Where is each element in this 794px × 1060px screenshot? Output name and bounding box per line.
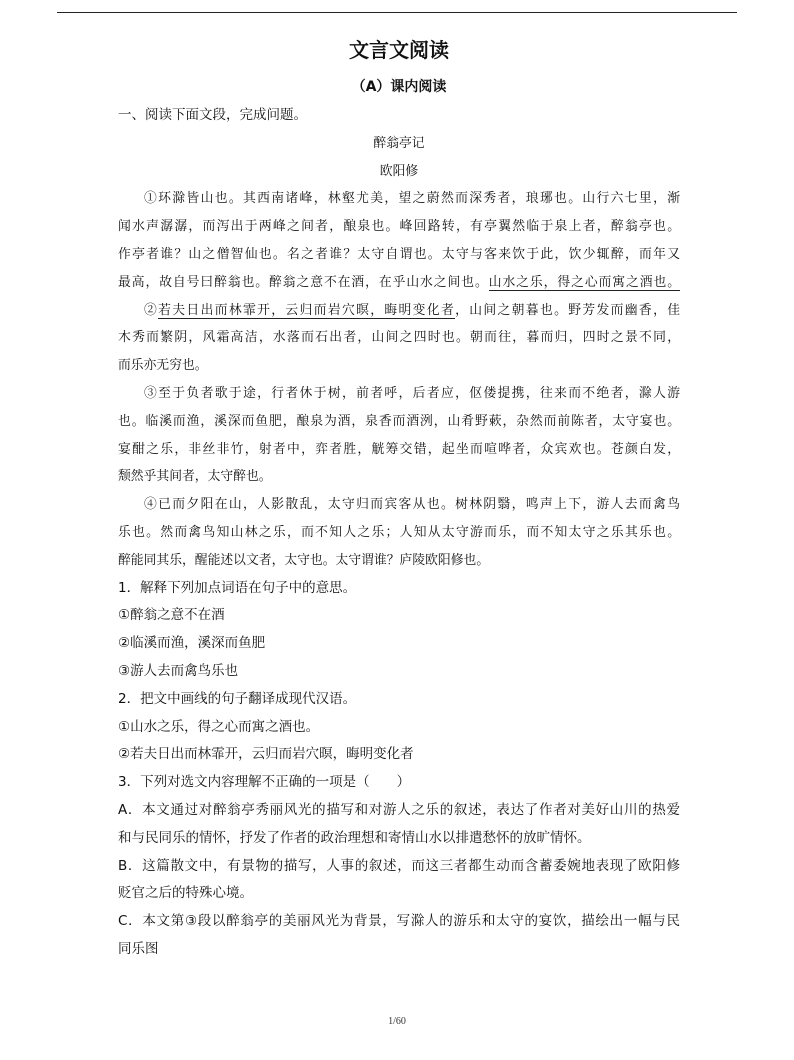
text-line: 乐也。然而禽鸟知山林之乐，而不知人之乐；人知从太守游而乐，而不知太守之乐其乐也。 (118, 524, 680, 540)
question-item: ②若夫日出而林霏开，云归而岩穴暝，晦明变化者 (118, 746, 414, 763)
question-stem: 1．解释下列加点词语在句子中的意思。 (118, 579, 357, 596)
text-line (118, 297, 680, 325)
text-segment: 最高，故自号曰醉翁也。醉翁之意不在酒，在乎山水之间也。 (118, 274, 489, 290)
text-segment: ② (144, 302, 159, 318)
option-c: C．本文第③段以醉翁亭的美丽风光为背景，写滁人的游乐和太守的宴饮，描绘出一幅与民 (118, 913, 680, 930)
text-line: 而乐亦无穷也。 (118, 358, 208, 374)
text-line (118, 269, 680, 297)
question-1 (118, 575, 680, 686)
option-a-cont: 和与民同乐的情怀，抒发了作者的政治理想和寄情山水以排遣愁怀的放旷情怀。 (118, 829, 591, 846)
text-line: 醉能同其乐，醒能述以文者，太守也。太守谓谁？庐陵欧阳修也。 (118, 552, 490, 568)
text-line: 木秀而繁阴，风霜高洁，水落而石出者，山间之四时也。朝而往，暮而归，四时之景不同， (118, 330, 680, 346)
question-item: ③游人去而禽鸟乐也 (118, 662, 239, 679)
page-title: 文言文阅读 (349, 38, 449, 62)
question-item: ①醉翁之意不在酒 (118, 607, 225, 624)
document-page (118, 30, 680, 964)
question-stem: 2．把文中画线的句子翻译成现代汉语。 (118, 690, 357, 707)
text-line: 也。临溪而渔，溪深而鱼肥，酿泉为酒，泉香而酒洌，山肴野蔌，杂然而前陈者，太守宴也。 (118, 413, 680, 429)
text-segment: ，山间之朝暮也。野芳发而幽香，佳 (455, 302, 680, 318)
question-item: ①山水之乐，得之心而寓之酒也。 (118, 718, 320, 735)
text-line: ①环滁皆山也。其西南诸峰，林壑尤美，望之蔚然而深秀者，琅琊也。山行六七里，渐 (144, 191, 680, 207)
paragraph-2 (118, 297, 680, 380)
underlined-sentence: 山水之乐，得之心而寓之酒也。 (488, 274, 681, 290)
question-item: ②临溪而渔，溪深而鱼肥 (118, 635, 266, 652)
passage-title: 醉翁亭记 (373, 135, 425, 151)
option-a: A．本文通过对醉翁亭秀丽风光的描写和对游人之乐的叙述，表达了作者对美好山川的热爱 (118, 801, 680, 818)
passage-author: 欧阳修 (379, 163, 419, 179)
question-stem: 3．下列对选文内容理解不正确的一项是（ ） (118, 774, 411, 791)
text-line: ④已而夕阳在山，人影散乱，太守归而宾客从也。树林阴翳，鸣声上下，游人去而禽鸟 (144, 497, 680, 513)
section-subtitle: （A）课内阅读 (351, 79, 447, 95)
text-line: 作亭者谁？山之僧智仙也。名之者谁？太守自谓也。太守与客来饮于此，饮少辄醉，而年又 (118, 246, 680, 262)
question-2 (118, 686, 680, 769)
text-line: 颓然乎其间者，太守醉也。 (118, 469, 272, 485)
option-b: B．这篇散文中，有景物的描写，人事的叙述，而这三者都生动而含蓄委婉地表现了欧阳修 (118, 857, 680, 874)
paragraph-3 (118, 380, 680, 491)
question-3 (118, 769, 680, 964)
paragraph-4 (118, 491, 680, 574)
underlined-sentence: 若夫日出而林霏开，云归而岩穴暝，晦明变化者 (158, 302, 456, 318)
paragraph-1 (118, 185, 680, 296)
instruction: 一、阅读下面文段，完成问题。 (118, 107, 307, 123)
header-rule (57, 12, 737, 13)
text-line: 宴酣之乐，非丝非竹，射者中，弈者胜，觥筹交错，起坐而喧哗者，众宾欢也。苍颜白发， (118, 441, 680, 457)
page-number: 1/60 (388, 1016, 406, 1027)
option-b-cont: 贬官之后的特殊心境。 (118, 885, 253, 902)
text-line: 闻水声潺潺，而泻出于两峰之间者，酿泉也。峰回路转，有亭翼然临于泉上者，醉翁亭也。 (118, 219, 680, 235)
option-c-cont: 同乐图 (118, 940, 159, 957)
text-line: ③至于负者歌于途，行者休于树，前者呼，后者应，伛偻提携，往来而不绝者，滁人游 (144, 385, 680, 401)
